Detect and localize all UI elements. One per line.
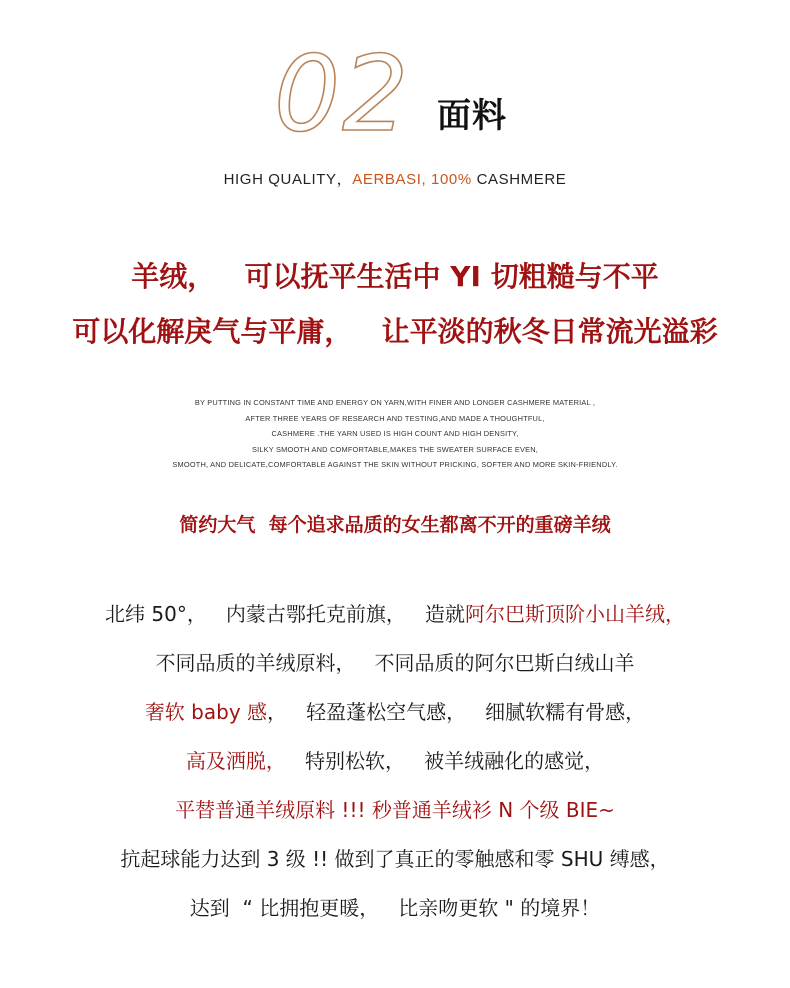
body-line-5: 平替普通羊绒原料 !!! 秒普通羊绒衫 N 个级 BIE~ xyxy=(175,798,615,822)
description-line: CASHMERE .THE YARN USED IS HIGH COUNT AND HIGH DENSITY, xyxy=(271,429,519,438)
description-line: SILKY SMOOTH AND COMFORTABLE,MAKES THE SWEATER SURFACE EVEN, xyxy=(251,444,539,454)
section-number: 02 xyxy=(274,33,411,145)
english-description xyxy=(0,395,790,473)
body-highlight: 高及洒脱， xyxy=(185,749,286,773)
body-line-3 xyxy=(0,695,790,744)
body-line-6: 抗起球能力达到 3 级 !! 做到了真正的零触感和零 SHU 缚感， xyxy=(120,847,670,871)
description-line: SMOOTH, AND DELICATE,COMFORTABLE AGAINST THE SKIN WITHOUT PRICKING, SOFTER AND MORE SKIN-FRIENDLY. xyxy=(172,460,618,469)
body-highlight: 奢软 baby 感 xyxy=(144,700,268,724)
subheading: 简约大气 每个追求品质的女生都离不开的重磅羊绒 xyxy=(179,514,611,536)
body-text-span: 特别松软， 被羊绒融化的感觉， xyxy=(285,749,605,773)
body-line-2: 不同品质的羊绒原料， 不同品质的阿尔巴斯白绒山羊 xyxy=(155,651,635,675)
body-text-span: 北纬 50°， 内蒙古鄂托克前旗， 造就 xyxy=(105,602,465,626)
headline-line-2: 可以化解戾气与平庸， 让平淡的秋冬日常流光溢彩 xyxy=(72,315,718,348)
tagline-accent: AERBASI, 100% xyxy=(352,171,472,188)
section-number-graphic xyxy=(270,30,430,145)
headline-line-1: 羊绒， 可以抚平生活中 YI 切粗糙与不平 xyxy=(131,260,659,293)
body-text-span: ， 轻盈蓬松空气感， 细腻软糯有骨感， xyxy=(267,700,646,724)
tagline-part2: CASHMERE xyxy=(471,171,567,188)
body-line-7: 达到 “ 比拥抱更暖， 比亲吻更软 " 的境界！ xyxy=(189,896,601,920)
body-highlight: 阿尔巴斯顶阶小山羊绒， xyxy=(464,602,685,626)
section-title: 面料 xyxy=(437,96,507,136)
body-line-1 xyxy=(0,597,790,646)
tagline-part1: HIGH QUALITY， xyxy=(223,171,353,188)
description-line: BY PUTTING IN CONSTANT TIME AND ENERGY ON YARN,WITH FINER AND LONGER CASHMERE MATERIAL , xyxy=(194,398,596,407)
description-line: AFTER THREE YEARS OF RESEARCH AND TESTING,AND MADE A THOUGHTFUL, xyxy=(245,413,545,423)
body-text xyxy=(0,597,790,940)
tagline xyxy=(0,168,790,189)
body-line-4 xyxy=(0,744,790,793)
